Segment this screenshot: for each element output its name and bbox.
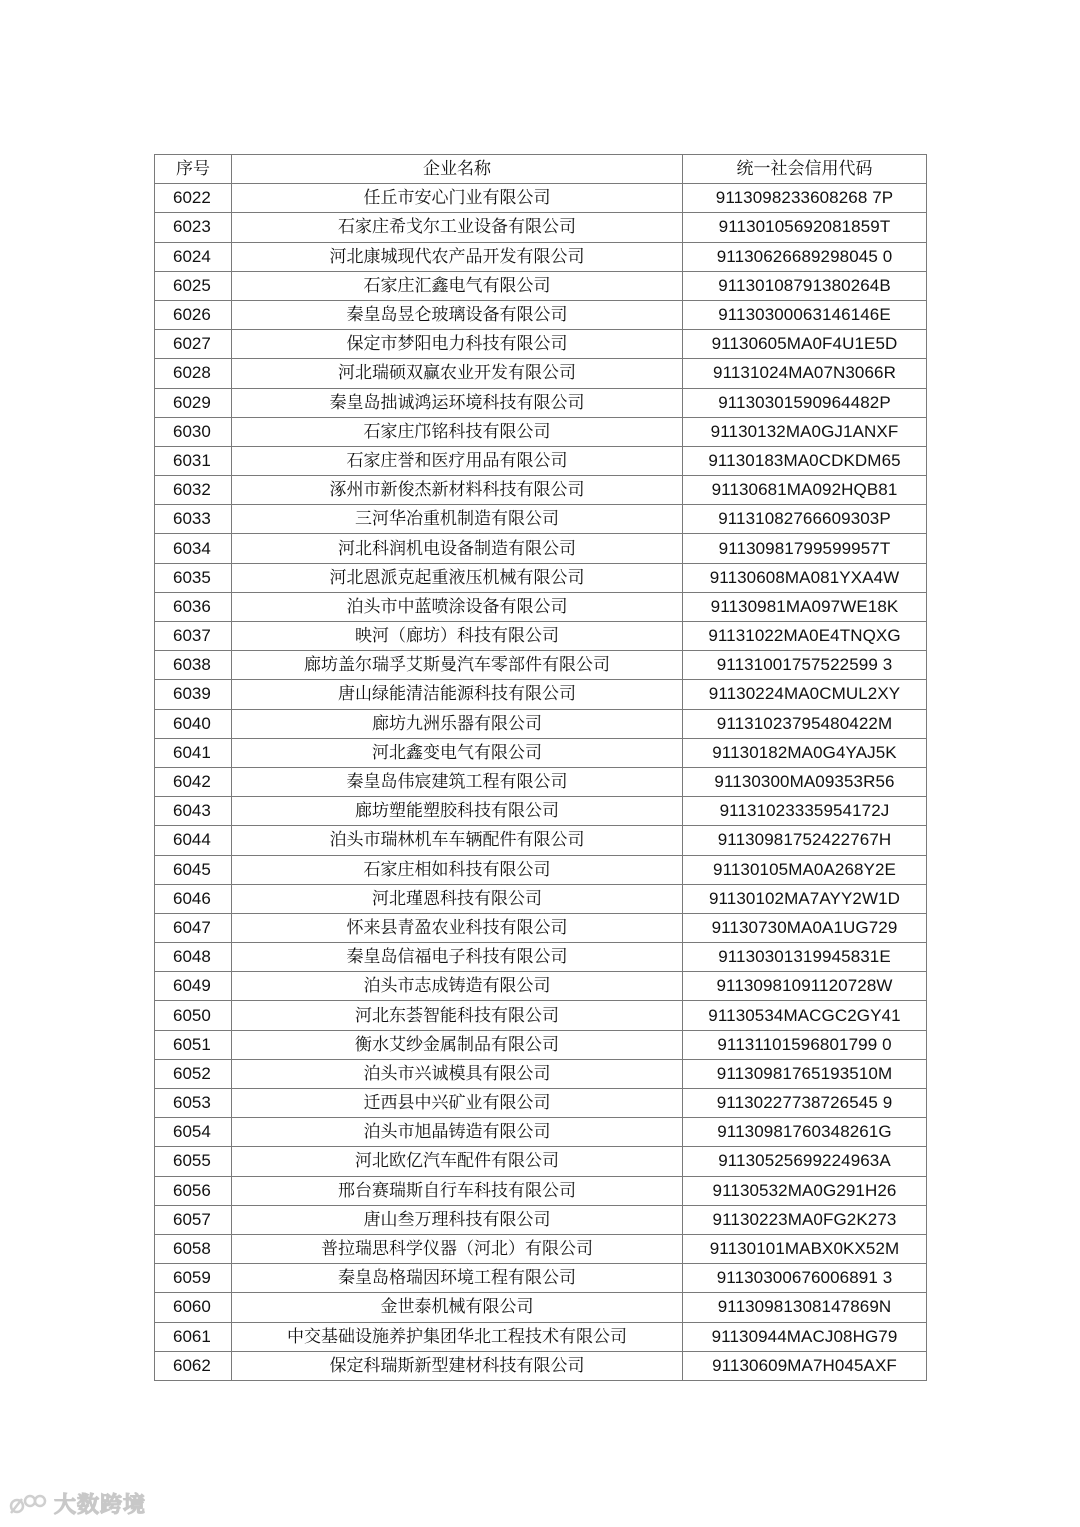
row-seq: 6032 xyxy=(155,476,232,505)
row-credit-code: 91130183MA0CDKDM65 xyxy=(683,446,927,475)
row-seq: 6038 xyxy=(155,651,232,680)
row-company-name: 泊头市旭晶铸造有限公司 xyxy=(232,1118,683,1147)
table-row xyxy=(155,300,927,329)
header-seq: 序号 xyxy=(155,155,232,184)
table-row xyxy=(155,417,927,446)
row-credit-code: 91130534MACGC2GY41 xyxy=(683,1001,927,1030)
table-row xyxy=(155,1118,927,1147)
row-credit-code: 91130981765193510M xyxy=(683,1059,927,1088)
row-seq: 6035 xyxy=(155,563,232,592)
table-row xyxy=(155,622,927,651)
row-credit-code: 91130981308147869N xyxy=(683,1293,927,1322)
table-row xyxy=(155,1089,927,1118)
table-row xyxy=(155,359,927,388)
row-company-name: 河北东荟智能科技有限公司 xyxy=(232,1001,683,1030)
row-seq: 6054 xyxy=(155,1118,232,1147)
row-seq: 6042 xyxy=(155,767,232,796)
row-company-name: 保定科瑞斯新型建材科技有限公司 xyxy=(232,1351,683,1380)
table-row xyxy=(155,1322,927,1351)
table-row xyxy=(155,330,927,359)
row-company-name: 秦皇岛伟宸建筑工程有限公司 xyxy=(232,767,683,796)
row-seq: 6044 xyxy=(155,826,232,855)
row-company-name: 石家庄希戈尔工业设备有限公司 xyxy=(232,213,683,242)
row-credit-code: 91130300676006891 3 xyxy=(683,1264,927,1293)
row-seq: 6024 xyxy=(155,242,232,271)
row-company-name: 秦皇岛昱仑玻璃设备有限公司 xyxy=(232,300,683,329)
row-seq: 6033 xyxy=(155,505,232,534)
row-company-name: 秦皇岛拙诚鸿运环境科技有限公司 xyxy=(232,388,683,417)
row-company-name: 廊坊塑能塑胶科技有限公司 xyxy=(232,797,683,826)
table-row xyxy=(155,1030,927,1059)
row-credit-code: 91131023335954172J xyxy=(683,797,927,826)
row-seq: 6043 xyxy=(155,797,232,826)
table-row xyxy=(155,826,927,855)
row-seq: 6055 xyxy=(155,1147,232,1176)
row-company-name: 石家庄相如科技有限公司 xyxy=(232,855,683,884)
row-credit-code: 91130681MA092HQB81 xyxy=(683,476,927,505)
table-row xyxy=(155,680,927,709)
row-company-name: 衡水艾纱金属制品有限公司 xyxy=(232,1030,683,1059)
row-credit-code: 91130944MACJ08HG79 xyxy=(683,1322,927,1351)
row-credit-code: 91130132MA0GJ1ANXF xyxy=(683,417,927,446)
row-seq: 6037 xyxy=(155,622,232,651)
row-company-name: 秦皇岛信福电子科技有限公司 xyxy=(232,943,683,972)
row-credit-code: 91130608MA081YXA4W xyxy=(683,563,927,592)
row-company-name: 石家庄汇鑫电气有限公司 xyxy=(232,271,683,300)
row-credit-code: 91130981760348261G xyxy=(683,1118,927,1147)
row-seq: 6062 xyxy=(155,1351,232,1380)
row-company-name: 唐山绿能清洁能源科技有限公司 xyxy=(232,680,683,709)
table-row xyxy=(155,1147,927,1176)
row-company-name: 唐山叁万理科技有限公司 xyxy=(232,1205,683,1234)
row-credit-code: 91131101596801799 0 xyxy=(683,1030,927,1059)
row-company-name: 保定市梦阳电力科技有限公司 xyxy=(232,330,683,359)
table-row xyxy=(155,505,927,534)
row-company-name: 任丘市安心门业有限公司 xyxy=(232,184,683,213)
table-row xyxy=(155,446,927,475)
row-seq: 6041 xyxy=(155,738,232,767)
row-credit-code: 91130301590964482P xyxy=(683,388,927,417)
table-row xyxy=(155,884,927,913)
table-row xyxy=(155,1059,927,1088)
row-company-name: 怀来县青盈农业科技有限公司 xyxy=(232,913,683,942)
row-company-name: 河北瑾恩科技有限公司 xyxy=(232,884,683,913)
row-seq: 6059 xyxy=(155,1264,232,1293)
row-credit-code: 91131001757522599 3 xyxy=(683,651,927,680)
table-row xyxy=(155,709,927,738)
row-seq: 6039 xyxy=(155,680,232,709)
watermark xyxy=(8,1488,146,1519)
row-company-name: 三河华冶重机制造有限公司 xyxy=(232,505,683,534)
row-credit-code: 91130227738726545 9 xyxy=(683,1089,927,1118)
table-row xyxy=(155,1293,927,1322)
row-credit-code: 91131082766609303P xyxy=(683,505,927,534)
row-seq: 6061 xyxy=(155,1322,232,1351)
row-credit-code: 91130981091120728W xyxy=(683,972,927,1001)
row-seq: 6025 xyxy=(155,271,232,300)
row-company-name: 石家庄邝铭科技有限公司 xyxy=(232,417,683,446)
row-seq: 6056 xyxy=(155,1176,232,1205)
row-credit-code: 91131024MA07N3066R xyxy=(683,359,927,388)
row-seq: 6023 xyxy=(155,213,232,242)
row-credit-code: 91130981752422767H xyxy=(683,826,927,855)
table-row xyxy=(155,855,927,884)
row-seq: 6053 xyxy=(155,1089,232,1118)
row-seq: 6022 xyxy=(155,184,232,213)
row-company-name: 迁西县中兴矿业有限公司 xyxy=(232,1089,683,1118)
table-row xyxy=(155,534,927,563)
row-credit-code: 91131022MA0E4TNQXG xyxy=(683,622,927,651)
row-seq: 6040 xyxy=(155,709,232,738)
row-credit-code: 91130108791380264B xyxy=(683,271,927,300)
row-seq: 6052 xyxy=(155,1059,232,1088)
header-company-name: 企业名称 xyxy=(232,155,683,184)
table-row xyxy=(155,563,927,592)
row-company-name: 泊头市中蓝喷涂设备有限公司 xyxy=(232,592,683,621)
row-credit-code: 91130224MA0CMUL2XY xyxy=(683,680,927,709)
row-credit-code: 91130609MA7H045AXF xyxy=(683,1351,927,1380)
row-credit-code: 91131023795480422M xyxy=(683,709,927,738)
company-credit-code-table xyxy=(154,154,927,1381)
row-company-name: 河北欧亿汽车配件有限公司 xyxy=(232,1147,683,1176)
row-company-name: 涿州市新俊杰新材料科技有限公司 xyxy=(232,476,683,505)
table-row xyxy=(155,271,927,300)
row-credit-code: 9113098233608268 7P xyxy=(683,184,927,213)
row-credit-code: 91130101MABX0KX52M xyxy=(683,1234,927,1263)
row-seq: 6050 xyxy=(155,1001,232,1030)
table-row xyxy=(155,1205,927,1234)
row-seq: 6031 xyxy=(155,446,232,475)
row-seq: 6046 xyxy=(155,884,232,913)
row-company-name: 石家庄誉和医疗用品有限公司 xyxy=(232,446,683,475)
row-seq: 6029 xyxy=(155,388,232,417)
row-seq: 6036 xyxy=(155,592,232,621)
row-company-name: 映河（廊坊）科技有限公司 xyxy=(232,622,683,651)
table-row xyxy=(155,738,927,767)
row-seq: 6057 xyxy=(155,1205,232,1234)
table-row xyxy=(155,1234,927,1263)
table-row xyxy=(155,972,927,1001)
table-row xyxy=(155,943,927,972)
row-credit-code: 91130730MA0A1UG729 xyxy=(683,913,927,942)
table-body xyxy=(155,184,927,1381)
table-row xyxy=(155,388,927,417)
row-seq: 6034 xyxy=(155,534,232,563)
row-seq: 6026 xyxy=(155,300,232,329)
row-credit-code: 91130626689298045 0 xyxy=(683,242,927,271)
row-seq: 6051 xyxy=(155,1030,232,1059)
row-credit-code: 91130182MA0G4YAJ5K xyxy=(683,738,927,767)
row-company-name: 泊头市志成铸造有限公司 xyxy=(232,972,683,1001)
row-credit-code: 91130223MA0FG2K273 xyxy=(683,1205,927,1234)
watermark-text: 大数跨境 xyxy=(54,1493,147,1518)
row-credit-code: 91130605MA0F4U1E5D xyxy=(683,330,927,359)
row-company-name: 廊坊九洲乐器有限公司 xyxy=(232,709,683,738)
table-row xyxy=(155,1264,927,1293)
row-company-name: 河北鑫变电气有限公司 xyxy=(232,738,683,767)
row-seq: 6028 xyxy=(155,359,232,388)
table-row xyxy=(155,1001,927,1030)
row-seq: 6060 xyxy=(155,1293,232,1322)
row-credit-code: 91130532MA0G291H26 xyxy=(683,1176,927,1205)
row-company-name: 邢台赛瑞斯自行车科技有限公司 xyxy=(232,1176,683,1205)
table-row xyxy=(155,797,927,826)
table-row xyxy=(155,1176,927,1205)
row-credit-code: 91130300063146146E xyxy=(683,300,927,329)
row-seq: 6058 xyxy=(155,1234,232,1263)
table-row xyxy=(155,184,927,213)
row-seq: 6027 xyxy=(155,330,232,359)
table-row xyxy=(155,913,927,942)
table-row xyxy=(155,592,927,621)
row-company-name: 泊头市瑞林机车车辆配件有限公司 xyxy=(232,826,683,855)
table-row xyxy=(155,651,927,680)
row-seq: 6049 xyxy=(155,972,232,1001)
row-company-name: 河北瑞硕双赢农业开发有限公司 xyxy=(232,359,683,388)
row-company-name: 普拉瑞思科学仪器（河北）有限公司 xyxy=(232,1234,683,1263)
row-company-name: 廊坊盖尔瑞孚艾斯曼汽车零部件有限公司 xyxy=(232,651,683,680)
table-row xyxy=(155,476,927,505)
row-company-name: 秦皇岛格瑞因环境工程有限公司 xyxy=(232,1264,683,1293)
table-row xyxy=(155,767,927,796)
brand-logo-icon xyxy=(8,1491,48,1517)
row-company-name: 河北恩派克起重液压机械有限公司 xyxy=(232,563,683,592)
row-credit-code: 91130981MA097WE18K xyxy=(683,592,927,621)
row-credit-code: 91130300MA09353R56 xyxy=(683,767,927,796)
header-credit-code: 统一社会信用代码 xyxy=(683,155,927,184)
row-credit-code: 91130301319945831E xyxy=(683,943,927,972)
row-credit-code: 91130981799599957T xyxy=(683,534,927,563)
row-seq: 6045 xyxy=(155,855,232,884)
table-header-row xyxy=(155,155,927,184)
row-company-name: 河北康城现代农产品开发有限公司 xyxy=(232,242,683,271)
table-row xyxy=(155,242,927,271)
row-seq: 6047 xyxy=(155,913,232,942)
row-seq: 6030 xyxy=(155,417,232,446)
row-credit-code: 91130102MA7AYY2W1D xyxy=(683,884,927,913)
table-row xyxy=(155,213,927,242)
row-company-name: 中交基础设施养护集团华北工程技术有限公司 xyxy=(232,1322,683,1351)
row-company-name: 泊头市兴诚模具有限公司 xyxy=(232,1059,683,1088)
row-credit-code: 91130105MA0A268Y2E xyxy=(683,855,927,884)
row-credit-code: 91130105692081859T xyxy=(683,213,927,242)
row-company-name: 河北科润机电设备制造有限公司 xyxy=(232,534,683,563)
table-row xyxy=(155,1351,927,1380)
row-credit-code: 91130525699224963A xyxy=(683,1147,927,1176)
row-company-name: 金世泰机械有限公司 xyxy=(232,1293,683,1322)
row-seq: 6048 xyxy=(155,943,232,972)
